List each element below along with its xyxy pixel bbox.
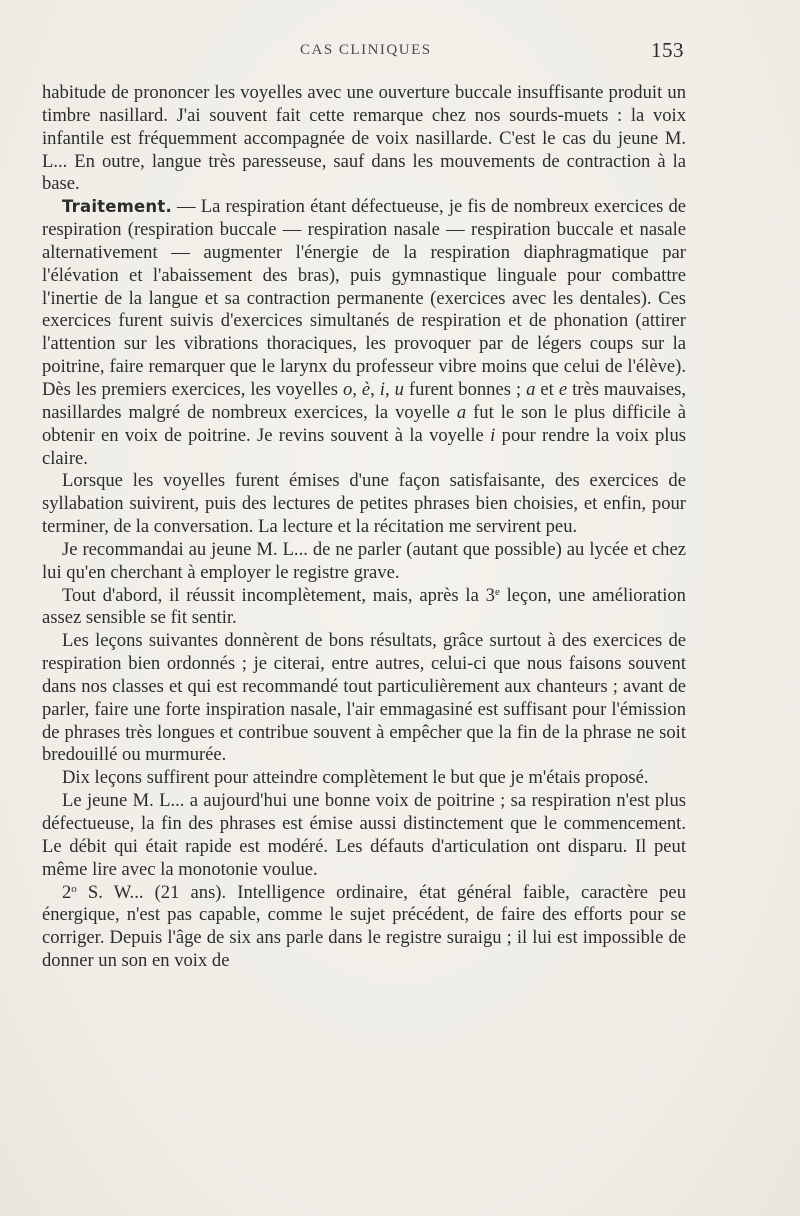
text-run: leçon, une amélioration assez sensible se fit sentir. (42, 584, 686, 629)
vowel-a: a (456, 401, 467, 423)
vowel-i: i (490, 424, 496, 446)
paragraph-7: Dix leçons suffirent pour atteindre complètement le but que je m'étais proposé. (62, 767, 649, 789)
running-title: CAS CLINIQUES (300, 42, 432, 58)
body-text (42, 82, 686, 973)
paragraph-8: Le jeune M. L... a aujourd'hui une bonne voix de poitrine ; sa respiration n'est plus défectueuse, la fin des phrases est émise aussi distinctement que le commencement. Le débit qui était rapide est modéré. Les défauts d'articulation ont disparu. Il peut même lire avec la monotonie voulue. (42, 790, 686, 880)
paragraph-1: habitude de prononcer les voyelles avec une ouverture buccale insuffisante produit un timbre nasillard. J'ai souvent fait cette remarque chez nos sourds-muets : la voix infantile est fréquemment accompagnée de voix nasillarde. C'est le cas du jeune M. L... En outre, langue très paresseuse, sauf dans les mouvements de contraction à la base. (42, 82, 686, 195)
text-run: furent bonnes ; (403, 378, 527, 400)
vowel-list: o, è, i, u (342, 378, 404, 400)
page-number: 153 (651, 38, 684, 62)
superscript: e (494, 585, 500, 598)
paragraph-3: Lorsque les voyelles furent émises d'une façon satisfaisante, des exercices de syllabation suivirent, puis des lectures de petites phrases bien choisies, et enfin, pour terminer, de la conversation. La lecture et la récitation me servirent peu. (42, 470, 686, 538)
vowel-a: a (526, 378, 536, 400)
text-run: très mauvaises, nasillardes malgré de nombreux exercices, la voyelle (42, 378, 687, 423)
case-number: 2 (62, 881, 72, 903)
text-run: pour rendre la voix plus claire. (42, 424, 687, 469)
text-run: Tout d'abord, il réussit incomplètement, mais, après la 3 (62, 584, 495, 606)
paragraph-4: Je recommandai au jeune M. L... de ne parler (autant que possible) au lycée et chez lui qu'en cherchant à employer le registre grave. (42, 538, 686, 583)
text-run: et (535, 378, 559, 400)
vowel-e: e (558, 378, 568, 400)
section-label-traitement: Traitement. (62, 197, 172, 217)
text-run: S. W... (21 ans). Intelligence ordinaire, état général faible, caractère peu énergique, n'est pas capable, comme le sujet précédent, de faire des efforts pour se corriger. Depuis l'âge de six ans parle dans le registre suraigu ; il lui est impossible de donner un son en voix de (42, 881, 686, 972)
superscript: o (71, 882, 77, 895)
paragraph-traitement (42, 196, 686, 470)
paragraph-5 (42, 585, 686, 631)
paragraph-case-2 (42, 882, 686, 973)
paragraph-6: Les leçons suivantes donnèrent de bons résultats, grâce surtout à des exercices de respiration bien ordonnés ; je citerai, entre autres, celui-ci que nous faisons souvent dans nos classes et qui est recommandé tout particulièrement aux chanteurs ; avant de parler, faire une forte inspiration nasale, l'air emmagasiné est suffisant pour l'émission de phrases très longues et contribue souvent à empêcher que la fin de la phrase ne soit bredouillé ou murmurée. (42, 630, 686, 766)
text-run: fut le son le plus difficile à obtenir en voix de poitrine. Je revins souvent à la voyelle (42, 401, 686, 446)
text-run: — La respiration étant défectueuse, je fis de nombreux exercices de respiration (respiration buccale — respiration nasale — respiration buccale et nasale alternativement — augmenter l'énergie de la respiration diaphragmatique par l'élévation et l'abaissement des bras), puis gymnastique linguale pour combattre l'inertie de la langue et sa contraction permanente (exercices avec les dentales). Ces exercices furent suivis d'exercices simultanés de respiration et de phonation (attirer l'attention sur les vibrations thoraciques, les provoquer par de légers coups sur la poitrine, faire remarquer que le larynx du professeur vibre moins que celui de l'élève). Dès les premiers exercices, les voyelles (42, 196, 686, 400)
